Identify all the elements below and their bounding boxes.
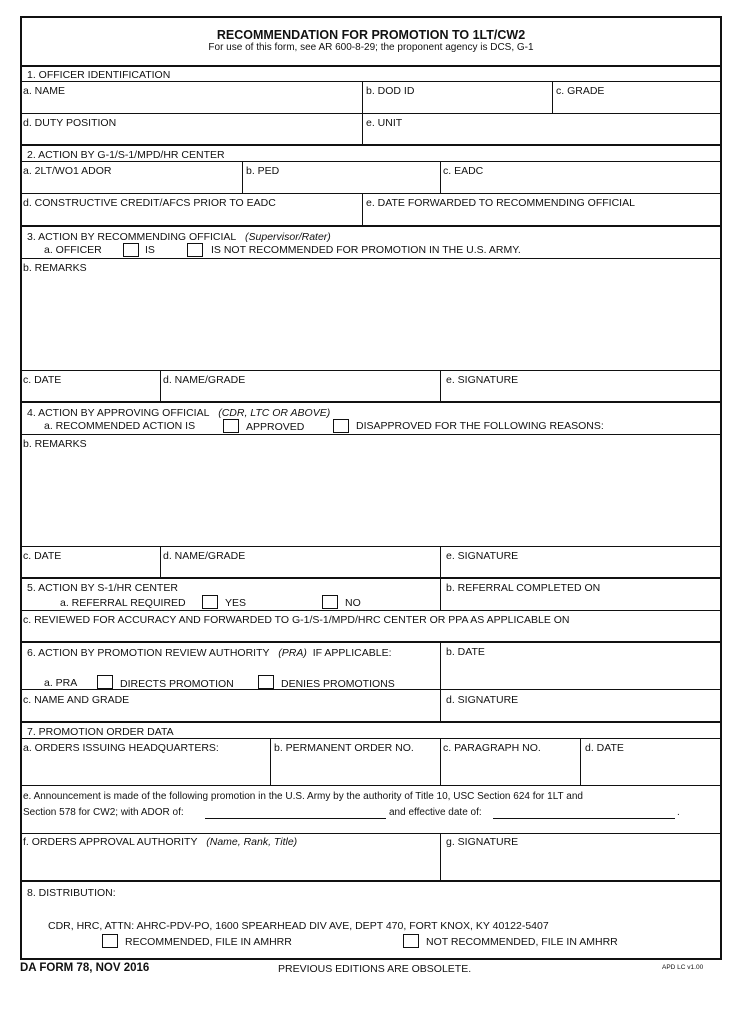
remarks-field-label: b. REMARKS <box>23 262 87 274</box>
divider <box>22 833 720 834</box>
form-title: RECOMMENDATION FOR PROMOTION TO 1LT/CW2 <box>216 28 526 42</box>
date-forwarded-field-label: e. DATE FORWARDED TO RECOMMENDING OFFICIAL <box>366 197 635 209</box>
directs-promotion-label: DIRECTS PROMOTION <box>120 678 234 690</box>
approval-authority-note: (Name, Rank, Title) <box>206 836 298 848</box>
section-2-heading: 2. ACTION BY G-1/S-1/MPD/HR CENTER <box>27 149 225 161</box>
obsolete-notice: PREVIOUS EDITIONS ARE OBSOLETE. <box>278 963 472 975</box>
divider <box>22 81 720 82</box>
order-date-field-label: d. DATE <box>585 742 624 754</box>
ador-field-label: a. 2LT/WO1 ADOR <box>23 165 112 177</box>
denies-promotion-checkbox[interactable] <box>258 675 274 689</box>
referral-no-checkbox[interactable] <box>322 595 338 609</box>
section-3-heading <box>27 231 331 243</box>
not-recommended-file-checkbox[interactable] <box>403 934 419 948</box>
announcement-text-line-3: and effective date of: <box>389 807 482 818</box>
section-7-heading: 7. PROMOTION ORDER DATA <box>27 726 174 738</box>
disapproved-checkbox[interactable] <box>333 419 349 433</box>
grade-field-label: c. GRADE <box>556 85 605 97</box>
constructive-credit-field-label: d. CONSTRUCTIVE CREDIT/AFCS PRIOR TO EADC <box>23 197 276 209</box>
pra-signature-field-label: d. SIGNATURE <box>446 694 519 706</box>
divider <box>440 161 441 193</box>
section-8-heading: 8. DISTRIBUTION: <box>27 887 116 899</box>
divider <box>22 225 720 227</box>
is-not-recommended-checkbox[interactable] <box>187 243 203 257</box>
divider <box>242 161 243 193</box>
section-4-heading <box>27 407 330 419</box>
referral-required-label: a. REFERRAL REQUIRED <box>60 597 186 609</box>
directs-promotion-checkbox[interactable] <box>97 675 113 689</box>
divider <box>362 193 363 225</box>
signature-field-label: e. SIGNATURE <box>446 374 519 386</box>
divider <box>22 65 720 67</box>
divider <box>22 738 720 739</box>
divider <box>22 258 720 259</box>
is-label: IS <box>145 244 155 256</box>
yes-label: YES <box>225 597 247 609</box>
pra-label: a. PRA <box>44 677 78 689</box>
form-id: DA FORM 78, NOV 2016 <box>20 962 150 974</box>
section-3-heading-note: (Supervisor/Rater) <box>245 231 331 243</box>
divider <box>22 721 720 723</box>
is-recommended-checkbox[interactable] <box>123 243 139 257</box>
denies-promotion-label: DENIES PROMOTIONS <box>281 678 395 690</box>
divider <box>440 370 441 401</box>
divider <box>362 113 363 144</box>
divider <box>22 689 720 690</box>
dod-id-field-label: b. DOD ID <box>366 85 415 97</box>
section-5-heading: 5. ACTION BY S-1/HR CENTER <box>27 582 178 594</box>
duty-position-field-label: d. DUTY POSITION <box>23 117 117 129</box>
divider <box>270 738 271 785</box>
divider <box>160 546 161 577</box>
divider <box>22 113 720 114</box>
divider <box>22 193 720 194</box>
divider <box>22 401 720 403</box>
name-field-label: a. NAME <box>23 85 66 97</box>
approved-label: APPROVED <box>246 421 305 433</box>
section-1-heading: 1. OFFICER IDENTIFICATION <box>27 69 171 81</box>
orders-signature-field-label: g. SIGNATURE <box>446 836 519 848</box>
date-field-label: c. DATE <box>23 550 62 562</box>
distribution-address: CDR, HRC, ATTN: AHRC-PDV-PO, 1600 SPEARHEAD DIV AVE, DEPT 470, FORT KNOX, KY 40122-5407 <box>48 920 549 932</box>
section-3-heading-text: 3. ACTION BY RECOMMENDING OFFICIAL <box>27 231 237 243</box>
orders-hq-field-label: a. ORDERS ISSUING HEADQUARTERS: <box>23 742 219 754</box>
recommended-action-label: a. RECOMMENDED ACTION IS <box>44 420 196 432</box>
pra-name-grade-field-label: c. NAME AND GRADE <box>23 694 130 706</box>
divider <box>362 81 363 113</box>
remarks-field-label: b. REMARKS <box>23 438 87 450</box>
divider <box>22 370 720 371</box>
name-grade-field-label: d. NAME/GRADE <box>163 550 246 562</box>
date-field-label: c. DATE <box>23 374 62 386</box>
recommended-file-checkbox[interactable] <box>102 934 118 948</box>
permanent-order-field-label: b. PERMANENT ORDER NO. <box>274 742 414 754</box>
name-grade-field-label: d. NAME/GRADE <box>163 374 246 386</box>
reviewed-forwarded-field-label: c. REVIEWED FOR ACCURACY AND FORWARDED TO G-1/S-1/MPD/HRC CENTER OR PPA AS APPLICABLE ON <box>23 614 570 626</box>
unit-field-label: e. UNIT <box>366 117 403 129</box>
approval-authority-text: f. ORDERS APPROVAL AUTHORITY <box>23 836 198 848</box>
version-label: APD LC v1.00 <box>662 964 704 971</box>
divider <box>22 641 720 643</box>
officer-label: a. OFFICER <box>44 244 102 256</box>
approved-checkbox[interactable] <box>223 419 239 433</box>
divider <box>22 161 720 162</box>
ped-field-label: b. PED <box>246 165 280 177</box>
is-not-label: IS NOT RECOMMENDED FOR PROMOTION IN THE U.S. ARMY. <box>211 244 521 256</box>
not-recommended-file-label: NOT RECOMMENDED, FILE IN AMHRR <box>426 936 618 948</box>
divider <box>552 81 553 113</box>
announcement-text-line-1: e. Announcement is made of the following promotion in the U.S. Army by the authority of Title 10, USC Section 624 for 1LT and <box>23 791 583 802</box>
divider <box>440 833 441 880</box>
divider <box>22 577 720 579</box>
divider <box>22 434 720 435</box>
no-label: NO <box>345 597 361 609</box>
divider <box>22 144 720 146</box>
section-6-heading-note: (PRA) <box>278 647 307 659</box>
divider <box>440 641 441 721</box>
effective-date-input-line[interactable] <box>493 808 675 819</box>
announcement-text-line-2: Section 578 for CW2; with ADOR of: <box>23 807 184 818</box>
da-form-78 <box>20 16 722 960</box>
referral-yes-checkbox[interactable] <box>202 595 218 609</box>
approval-authority-field-label <box>23 836 297 848</box>
section-4-heading-note: (CDR, LTC OR ABOVE) <box>218 407 331 419</box>
divider <box>580 738 581 785</box>
recommended-file-label: RECOMMENDED, FILE IN AMHRR <box>125 936 292 948</box>
divider <box>22 880 720 882</box>
divider <box>22 546 720 547</box>
paragraph-no-field-label: c. PARAGRAPH NO. <box>443 742 541 754</box>
referral-completed-field-label: b. REFERRAL COMPLETED ON <box>446 582 601 594</box>
divider <box>160 370 161 401</box>
divider <box>440 546 441 577</box>
ador-input-line[interactable] <box>205 808 386 819</box>
divider <box>22 610 720 611</box>
section-6-heading <box>27 647 392 659</box>
section-6-heading-tail: IF APPLICABLE: <box>312 647 392 659</box>
disapproved-label: DISAPPROVED FOR THE FOLLOWING REASONS: <box>356 420 604 432</box>
eadc-field-label: c. EADC <box>443 165 484 177</box>
divider <box>440 738 441 785</box>
form-subtitle: For use of this form, see AR 600-8-29; the proponent agency is DCS, G-1 <box>208 42 534 53</box>
divider <box>22 785 720 786</box>
section-6-heading-text: 6. ACTION BY PROMOTION REVIEW AUTHORITY <box>27 647 270 659</box>
signature-field-label: e. SIGNATURE <box>446 550 519 562</box>
announcement-period: . <box>677 807 680 818</box>
pra-date-field-label: b. DATE <box>446 646 485 658</box>
section-4-heading-text: 4. ACTION BY APPROVING OFFICIAL <box>27 407 210 419</box>
divider <box>440 577 441 610</box>
